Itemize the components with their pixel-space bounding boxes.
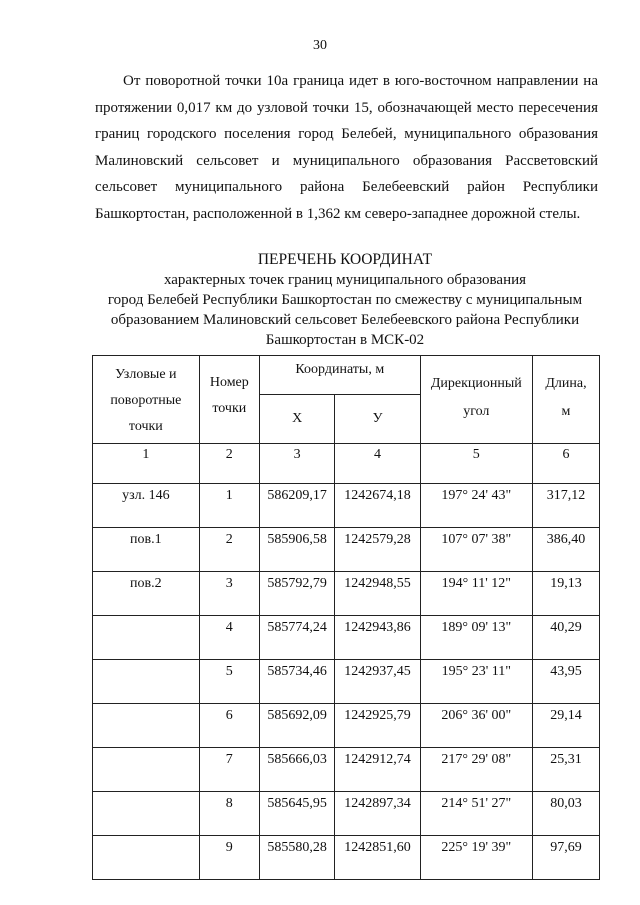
column-number: 3 bbox=[259, 444, 334, 484]
y-coordinate-cell: 1242897,34 bbox=[335, 792, 420, 836]
document-heading bbox=[90, 250, 600, 350]
column-number: 5 bbox=[420, 444, 532, 484]
y-coordinate-cell: 1242851,60 bbox=[335, 836, 420, 880]
direction-angle-cell: 206° 36' 00" bbox=[420, 704, 532, 748]
header-text: Дирекционный bbox=[430, 376, 522, 391]
header-y: У bbox=[335, 395, 420, 444]
column-number: 1 bbox=[93, 444, 200, 484]
column-number: 2 bbox=[199, 444, 259, 484]
x-coordinate-cell: 585666,03 bbox=[259, 748, 334, 792]
direction-angle-cell: 225° 19' 39" bbox=[420, 836, 532, 880]
header-text: точки bbox=[128, 419, 163, 434]
heading-title: ПЕРЕЧЕНЬ КООРДИНАТ bbox=[257, 251, 433, 268]
heading-subtitle-line: характерных точек границ муниципального образования bbox=[163, 272, 527, 288]
x-coordinate-cell: 585580,28 bbox=[259, 836, 334, 880]
x-coordinate-cell: 585792,79 bbox=[259, 572, 334, 616]
point-name-cell bbox=[93, 616, 200, 660]
header-text: Узловые и bbox=[115, 367, 177, 382]
table-body bbox=[93, 484, 600, 880]
length-cell: 97,69 bbox=[532, 836, 599, 880]
direction-angle-cell: 195° 23' 11" bbox=[420, 660, 532, 704]
point-number-cell: 5 bbox=[199, 660, 259, 704]
table-row bbox=[93, 660, 600, 704]
length-cell: 40,29 bbox=[532, 616, 599, 660]
table-row bbox=[93, 704, 600, 748]
point-name-cell: пов.2 bbox=[93, 572, 200, 616]
point-name-cell bbox=[93, 704, 200, 748]
header-direction bbox=[420, 356, 532, 444]
x-coordinate-cell: 585774,24 bbox=[259, 616, 334, 660]
table-row bbox=[93, 528, 600, 572]
point-number-cell: 9 bbox=[199, 836, 259, 880]
table-row bbox=[93, 792, 600, 836]
table-header-row bbox=[93, 356, 600, 395]
point-name-cell: пов.1 bbox=[93, 528, 200, 572]
coordinates-table bbox=[92, 355, 600, 880]
table-row bbox=[93, 616, 600, 660]
header-text: поворотные bbox=[110, 393, 182, 408]
header-text: угол bbox=[463, 404, 490, 419]
point-number-cell: 4 bbox=[199, 616, 259, 660]
column-number: 4 bbox=[335, 444, 420, 484]
x-coordinate-cell: 586209,17 bbox=[259, 484, 334, 528]
point-name-cell bbox=[93, 748, 200, 792]
point-number-cell: 6 bbox=[199, 704, 259, 748]
page-number: 30 bbox=[313, 38, 327, 53]
length-cell: 317,12 bbox=[532, 484, 599, 528]
intro-paragraph: От поворотной точки 10а граница идет в юго-восточном направлении на протяжении 0,017 км до узловой точки 15, обозначающей место пересечения границ городского поселения город Белебей, муниципального образования Малиновский сельсовет и муниципального образования Рассветовский сельсовет муниципального района Белебеевский район Республики Башкортостан, расположенной в 1,362 км северо-западнее дорожной стелы. bbox=[95, 73, 598, 222]
column-number-row bbox=[93, 444, 600, 484]
length-cell: 25,31 bbox=[532, 748, 599, 792]
length-cell: 80,03 bbox=[532, 792, 599, 836]
length-cell: 29,14 bbox=[532, 704, 599, 748]
header-coordinates: Координаты, м bbox=[259, 356, 420, 395]
point-name-cell: узл. 146 bbox=[93, 484, 200, 528]
y-coordinate-cell: 1242579,28 bbox=[335, 528, 420, 572]
point-name-cell bbox=[93, 792, 200, 836]
header-points bbox=[93, 356, 200, 444]
x-coordinate-cell: 585734,46 bbox=[259, 660, 334, 704]
heading-subtitle-line: город Белебей Республики Башкортостан по смежеству с муниципальным bbox=[107, 292, 583, 308]
length-cell: 43,95 bbox=[532, 660, 599, 704]
table-row bbox=[93, 748, 600, 792]
y-coordinate-cell: 1242912,74 bbox=[335, 748, 420, 792]
length-cell: 19,13 bbox=[532, 572, 599, 616]
y-coordinate-cell: 1242937,45 bbox=[335, 660, 420, 704]
y-coordinate-cell: 1242674,18 bbox=[335, 484, 420, 528]
y-coordinate-cell: 1242943,86 bbox=[335, 616, 420, 660]
header-x: Х bbox=[259, 395, 334, 444]
header-text: Номер bbox=[209, 375, 249, 390]
table-row bbox=[93, 836, 600, 880]
point-number-cell: 7 bbox=[199, 748, 259, 792]
direction-angle-cell: 107° 07' 38" bbox=[420, 528, 532, 572]
y-coordinate-cell: 1242925,79 bbox=[335, 704, 420, 748]
point-number-cell: 1 bbox=[199, 484, 259, 528]
direction-angle-cell: 189° 09' 13" bbox=[420, 616, 532, 660]
x-coordinate-cell: 585906,58 bbox=[259, 528, 334, 572]
point-number-cell: 8 bbox=[199, 792, 259, 836]
header-length bbox=[532, 356, 599, 444]
point-number-cell: 3 bbox=[199, 572, 259, 616]
length-cell: 386,40 bbox=[532, 528, 599, 572]
table-row bbox=[93, 484, 600, 528]
header-text: м bbox=[561, 404, 571, 419]
column-number: 6 bbox=[532, 444, 599, 484]
direction-angle-cell: 197° 24' 43" bbox=[420, 484, 532, 528]
header-number bbox=[199, 356, 259, 444]
heading-subtitle-line: образованием Малиновский сельсовет Белебеевского района Республики bbox=[110, 312, 580, 328]
heading-subtitle-line: Башкортостан в МСК-02 bbox=[265, 332, 425, 348]
direction-angle-cell: 194° 11' 12" bbox=[420, 572, 532, 616]
x-coordinate-cell: 585645,95 bbox=[259, 792, 334, 836]
point-number-cell: 2 bbox=[199, 528, 259, 572]
table-row bbox=[93, 572, 600, 616]
x-coordinate-cell: 585692,09 bbox=[259, 704, 334, 748]
y-coordinate-cell: 1242948,55 bbox=[335, 572, 420, 616]
header-text: Длина, bbox=[545, 376, 587, 391]
direction-angle-cell: 217° 29' 08" bbox=[420, 748, 532, 792]
point-name-cell bbox=[93, 660, 200, 704]
point-name-cell bbox=[93, 836, 200, 880]
direction-angle-cell: 214° 51' 27" bbox=[420, 792, 532, 836]
header-text: точки bbox=[212, 401, 247, 416]
